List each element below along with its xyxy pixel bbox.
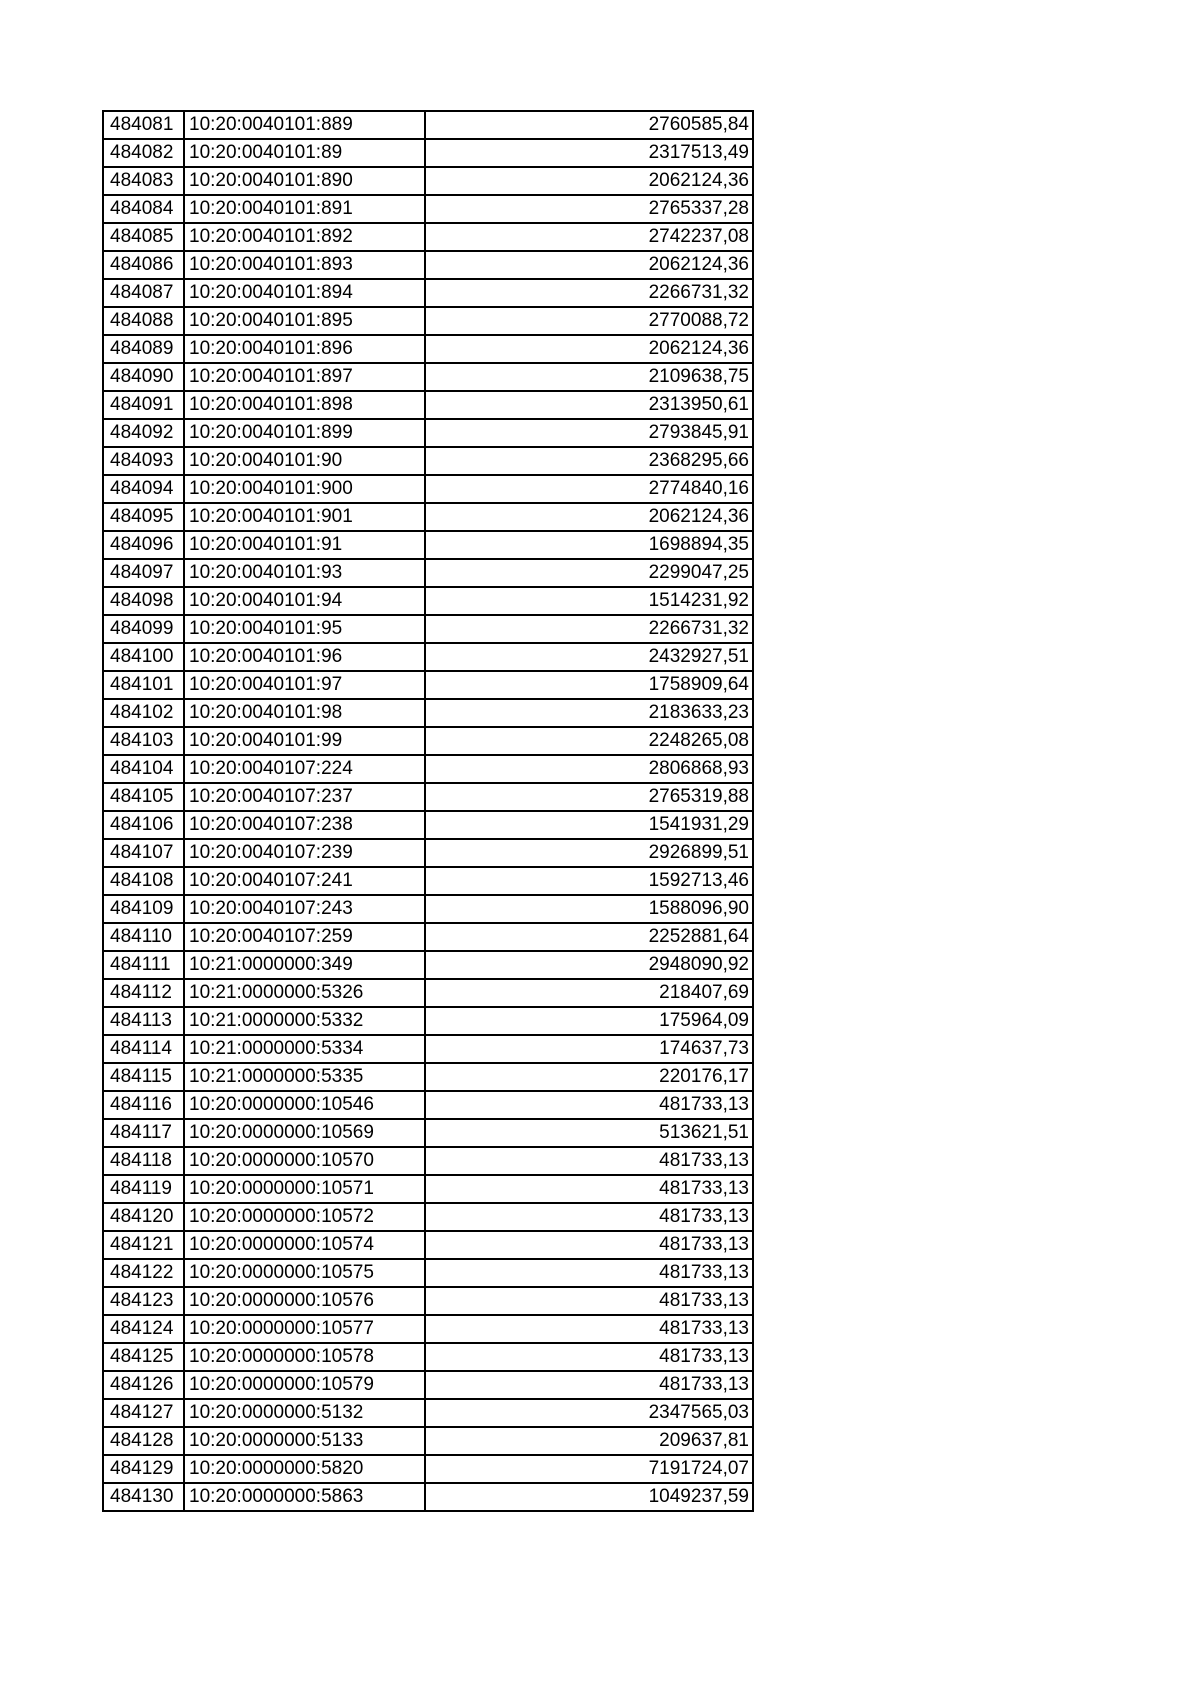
table-row <box>103 223 753 251</box>
cadastral-number-cell: 10:20:0040101:900 <box>184 475 425 503</box>
table-row <box>103 1315 753 1343</box>
cadastral-number-cell: 10:20:0000000:10571 <box>184 1175 425 1203</box>
cadastral-number-cell: 10:20:0040101:895 <box>184 307 425 335</box>
row-id-cell: 484107 <box>103 839 184 867</box>
value-cell: 7191724,07 <box>425 1455 753 1483</box>
row-id-cell: 484120 <box>103 1203 184 1231</box>
row-id-cell: 484128 <box>103 1427 184 1455</box>
cadastral-number-cell: 10:20:0040107:237 <box>184 783 425 811</box>
value-cell: 1514231,92 <box>425 587 753 615</box>
cadastral-number-cell: 10:20:0000000:10579 <box>184 1371 425 1399</box>
table-row <box>103 1203 753 1231</box>
value-cell: 481733,13 <box>425 1147 753 1175</box>
row-id-cell: 484086 <box>103 251 184 279</box>
value-cell: 2062124,36 <box>425 335 753 363</box>
row-id-cell: 484103 <box>103 727 184 755</box>
cadastral-number-cell: 10:20:0000000:10575 <box>184 1259 425 1287</box>
value-cell: 2765337,28 <box>425 195 753 223</box>
value-cell: 2347565,03 <box>425 1399 753 1427</box>
cadastral-number-cell: 10:20:0040101:898 <box>184 391 425 419</box>
table-row <box>103 839 753 867</box>
value-cell: 1592713,46 <box>425 867 753 895</box>
table-row <box>103 307 753 335</box>
table-row <box>103 475 753 503</box>
cadastral-number-cell: 10:20:0000000:5132 <box>184 1399 425 1427</box>
value-cell: 1541931,29 <box>425 811 753 839</box>
table-row <box>103 727 753 755</box>
table-row <box>103 195 753 223</box>
cadastral-number-cell: 10:20:0040101:892 <box>184 223 425 251</box>
cadastral-number-cell: 10:20:0040101:889 <box>184 111 425 139</box>
cadastral-number-cell: 10:20:0040101:95 <box>184 615 425 643</box>
value-cell: 174637,73 <box>425 1035 753 1063</box>
row-id-cell: 484129 <box>103 1455 184 1483</box>
cadastral-number-cell: 10:20:0040101:894 <box>184 279 425 307</box>
value-cell: 2793845,91 <box>425 419 753 447</box>
row-id-cell: 484082 <box>103 139 184 167</box>
cadastral-number-cell: 10:20:0040101:90 <box>184 447 425 475</box>
row-id-cell: 484110 <box>103 923 184 951</box>
value-cell: 2266731,32 <box>425 615 753 643</box>
row-id-cell: 484104 <box>103 755 184 783</box>
value-cell: 481733,13 <box>425 1343 753 1371</box>
value-cell: 2109638,75 <box>425 363 753 391</box>
cadastral-number-cell: 10:20:0040101:97 <box>184 671 425 699</box>
cadastral-number-cell: 10:20:0000000:10576 <box>184 1287 425 1315</box>
cadastral-number-cell: 10:21:0000000:5334 <box>184 1035 425 1063</box>
table-row <box>103 1455 753 1483</box>
row-id-cell: 484094 <box>103 475 184 503</box>
value-cell: 175964,09 <box>425 1007 753 1035</box>
value-cell: 481733,13 <box>425 1175 753 1203</box>
value-cell: 2806868,93 <box>425 755 753 783</box>
table-row <box>103 419 753 447</box>
table-row <box>103 1091 753 1119</box>
table-row <box>103 895 753 923</box>
table-row <box>103 363 753 391</box>
cadastral-number-cell: 10:20:0040101:901 <box>184 503 425 531</box>
row-id-cell: 484109 <box>103 895 184 923</box>
value-cell: 2313950,61 <box>425 391 753 419</box>
cadastral-number-cell: 10:20:0040101:897 <box>184 363 425 391</box>
table-row <box>103 1399 753 1427</box>
table-row <box>103 643 753 671</box>
cadastral-number-cell: 10:20:0000000:10546 <box>184 1091 425 1119</box>
table-body <box>103 111 753 1511</box>
cadastral-number-cell: 10:20:0040107:259 <box>184 923 425 951</box>
row-id-cell: 484105 <box>103 783 184 811</box>
cadastral-number-cell: 10:20:0040107:238 <box>184 811 425 839</box>
row-id-cell: 484099 <box>103 615 184 643</box>
value-cell: 2299047,25 <box>425 559 753 587</box>
value-cell: 513621,51 <box>425 1119 753 1147</box>
table-row <box>103 923 753 951</box>
row-id-cell: 484123 <box>103 1287 184 1315</box>
table-row <box>103 391 753 419</box>
table-row <box>103 447 753 475</box>
value-cell: 2317513,49 <box>425 139 753 167</box>
table-row <box>103 1119 753 1147</box>
cadastral-number-cell: 10:20:0040101:893 <box>184 251 425 279</box>
cadastral-number-cell: 10:20:0040101:96 <box>184 643 425 671</box>
row-id-cell: 484118 <box>103 1147 184 1175</box>
value-cell: 481733,13 <box>425 1091 753 1119</box>
row-id-cell: 484085 <box>103 223 184 251</box>
cadastral-number-cell: 10:20:0040107:241 <box>184 867 425 895</box>
row-id-cell: 484091 <box>103 391 184 419</box>
row-id-cell: 484113 <box>103 1007 184 1035</box>
cadastral-number-cell: 10:20:0040101:89 <box>184 139 425 167</box>
value-cell: 2062124,36 <box>425 167 753 195</box>
table-row <box>103 559 753 587</box>
cadastral-number-cell: 10:20:0040101:93 <box>184 559 425 587</box>
cadastral-number-cell: 10:20:0040101:891 <box>184 195 425 223</box>
value-cell: 481733,13 <box>425 1287 753 1315</box>
row-id-cell: 484126 <box>103 1371 184 1399</box>
row-id-cell: 484122 <box>103 1259 184 1287</box>
row-id-cell: 484098 <box>103 587 184 615</box>
value-cell: 218407,69 <box>425 979 753 1007</box>
row-id-cell: 484081 <box>103 111 184 139</box>
table-row <box>103 1231 753 1259</box>
cadastral-number-cell: 10:20:0000000:10578 <box>184 1343 425 1371</box>
row-id-cell: 484088 <box>103 307 184 335</box>
value-cell: 2742237,08 <box>425 223 753 251</box>
value-cell: 2770088,72 <box>425 307 753 335</box>
table-row <box>103 755 753 783</box>
value-cell: 2368295,66 <box>425 447 753 475</box>
row-id-cell: 484092 <box>103 419 184 447</box>
row-id-cell: 484127 <box>103 1399 184 1427</box>
value-cell: 2432927,51 <box>425 643 753 671</box>
table-row <box>103 1007 753 1035</box>
cadastral-number-cell: 10:20:0000000:10572 <box>184 1203 425 1231</box>
row-id-cell: 484084 <box>103 195 184 223</box>
row-id-cell: 484089 <box>103 335 184 363</box>
table-row <box>103 615 753 643</box>
table-row <box>103 951 753 979</box>
value-cell: 2252881,64 <box>425 923 753 951</box>
cadastral-number-cell: 10:21:0000000:5335 <box>184 1063 425 1091</box>
cadastral-number-cell: 10:20:0040101:899 <box>184 419 425 447</box>
value-cell: 2765319,88 <box>425 783 753 811</box>
table-row <box>103 783 753 811</box>
table-row <box>103 531 753 559</box>
value-cell: 1758909,64 <box>425 671 753 699</box>
cadastral-number-cell: 10:20:0040107:243 <box>184 895 425 923</box>
cadastral-number-cell: 10:20:0000000:5863 <box>184 1483 425 1511</box>
cadastral-number-cell: 10:21:0000000:349 <box>184 951 425 979</box>
table-row <box>103 167 753 195</box>
cadastral-number-cell: 10:20:0040101:896 <box>184 335 425 363</box>
table-row <box>103 671 753 699</box>
value-cell: 2948090,92 <box>425 951 753 979</box>
value-cell: 2266731,32 <box>425 279 753 307</box>
value-cell: 209637,81 <box>425 1427 753 1455</box>
row-id-cell: 484115 <box>103 1063 184 1091</box>
cadastral-number-cell: 10:20:0040101:99 <box>184 727 425 755</box>
table-row <box>103 1259 753 1287</box>
value-cell: 481733,13 <box>425 1203 753 1231</box>
cadastral-number-cell: 10:20:0040107:224 <box>184 755 425 783</box>
row-id-cell: 484108 <box>103 867 184 895</box>
table-row <box>103 1371 753 1399</box>
table-row <box>103 1147 753 1175</box>
row-id-cell: 484111 <box>103 951 184 979</box>
row-id-cell: 484130 <box>103 1483 184 1511</box>
value-cell: 2248265,08 <box>425 727 753 755</box>
row-id-cell: 484114 <box>103 1035 184 1063</box>
value-cell: 220176,17 <box>425 1063 753 1091</box>
cadastral-number-cell: 10:20:0000000:5820 <box>184 1455 425 1483</box>
row-id-cell: 484112 <box>103 979 184 1007</box>
table-row <box>103 1427 753 1455</box>
table-row <box>103 335 753 363</box>
row-id-cell: 484124 <box>103 1315 184 1343</box>
cadastral-number-cell: 10:20:0040101:98 <box>184 699 425 727</box>
value-cell: 1698894,35 <box>425 531 753 559</box>
row-id-cell: 484117 <box>103 1119 184 1147</box>
row-id-cell: 484097 <box>103 559 184 587</box>
table-row <box>103 587 753 615</box>
value-cell: 481733,13 <box>425 1259 753 1287</box>
table-row <box>103 811 753 839</box>
row-id-cell: 484119 <box>103 1175 184 1203</box>
table-row <box>103 699 753 727</box>
table-row <box>103 279 753 307</box>
row-id-cell: 484106 <box>103 811 184 839</box>
cadastral-number-cell: 10:20:0000000:5133 <box>184 1427 425 1455</box>
value-cell: 1588096,90 <box>425 895 753 923</box>
table-row <box>103 1063 753 1091</box>
value-cell: 2760585,84 <box>425 111 753 139</box>
row-id-cell: 484083 <box>103 167 184 195</box>
row-id-cell: 484121 <box>103 1231 184 1259</box>
value-cell: 2062124,36 <box>425 503 753 531</box>
cadastral-number-cell: 10:20:0040101:94 <box>184 587 425 615</box>
value-cell: 2183633,23 <box>425 699 753 727</box>
cadastral-number-cell: 10:20:0040107:239 <box>184 839 425 867</box>
table-row <box>103 1343 753 1371</box>
value-cell: 481733,13 <box>425 1231 753 1259</box>
table-row <box>103 1175 753 1203</box>
row-id-cell: 484090 <box>103 363 184 391</box>
row-id-cell: 484125 <box>103 1343 184 1371</box>
cadastral-number-cell: 10:20:0000000:10570 <box>184 1147 425 1175</box>
value-cell: 481733,13 <box>425 1371 753 1399</box>
row-id-cell: 484116 <box>103 1091 184 1119</box>
cadastral-number-cell: 10:20:0000000:10574 <box>184 1231 425 1259</box>
table-row <box>103 979 753 1007</box>
cadastral-number-cell: 10:20:0040101:890 <box>184 167 425 195</box>
table-row <box>103 1483 753 1511</box>
value-cell: 2062124,36 <box>425 251 753 279</box>
table-row <box>103 251 753 279</box>
value-cell: 1049237,59 <box>425 1483 753 1511</box>
row-id-cell: 484096 <box>103 531 184 559</box>
row-id-cell: 484100 <box>103 643 184 671</box>
row-id-cell: 484093 <box>103 447 184 475</box>
table-row <box>103 1035 753 1063</box>
cadastral-number-cell: 10:21:0000000:5332 <box>184 1007 425 1035</box>
table-row <box>103 139 753 167</box>
value-cell: 2926899,51 <box>425 839 753 867</box>
cadastral-number-cell: 10:20:0000000:10577 <box>184 1315 425 1343</box>
row-id-cell: 484102 <box>103 699 184 727</box>
cadastral-value-table <box>102 110 754 1512</box>
table-row <box>103 111 753 139</box>
value-cell: 481733,13 <box>425 1315 753 1343</box>
row-id-cell: 484101 <box>103 671 184 699</box>
cadastral-number-cell: 10:21:0000000:5326 <box>184 979 425 1007</box>
row-id-cell: 484087 <box>103 279 184 307</box>
value-cell: 2774840,16 <box>425 475 753 503</box>
table-row <box>103 1287 753 1315</box>
row-id-cell: 484095 <box>103 503 184 531</box>
cadastral-number-cell: 10:20:0000000:10569 <box>184 1119 425 1147</box>
table-row <box>103 503 753 531</box>
table-row <box>103 867 753 895</box>
cadastral-number-cell: 10:20:0040101:91 <box>184 531 425 559</box>
